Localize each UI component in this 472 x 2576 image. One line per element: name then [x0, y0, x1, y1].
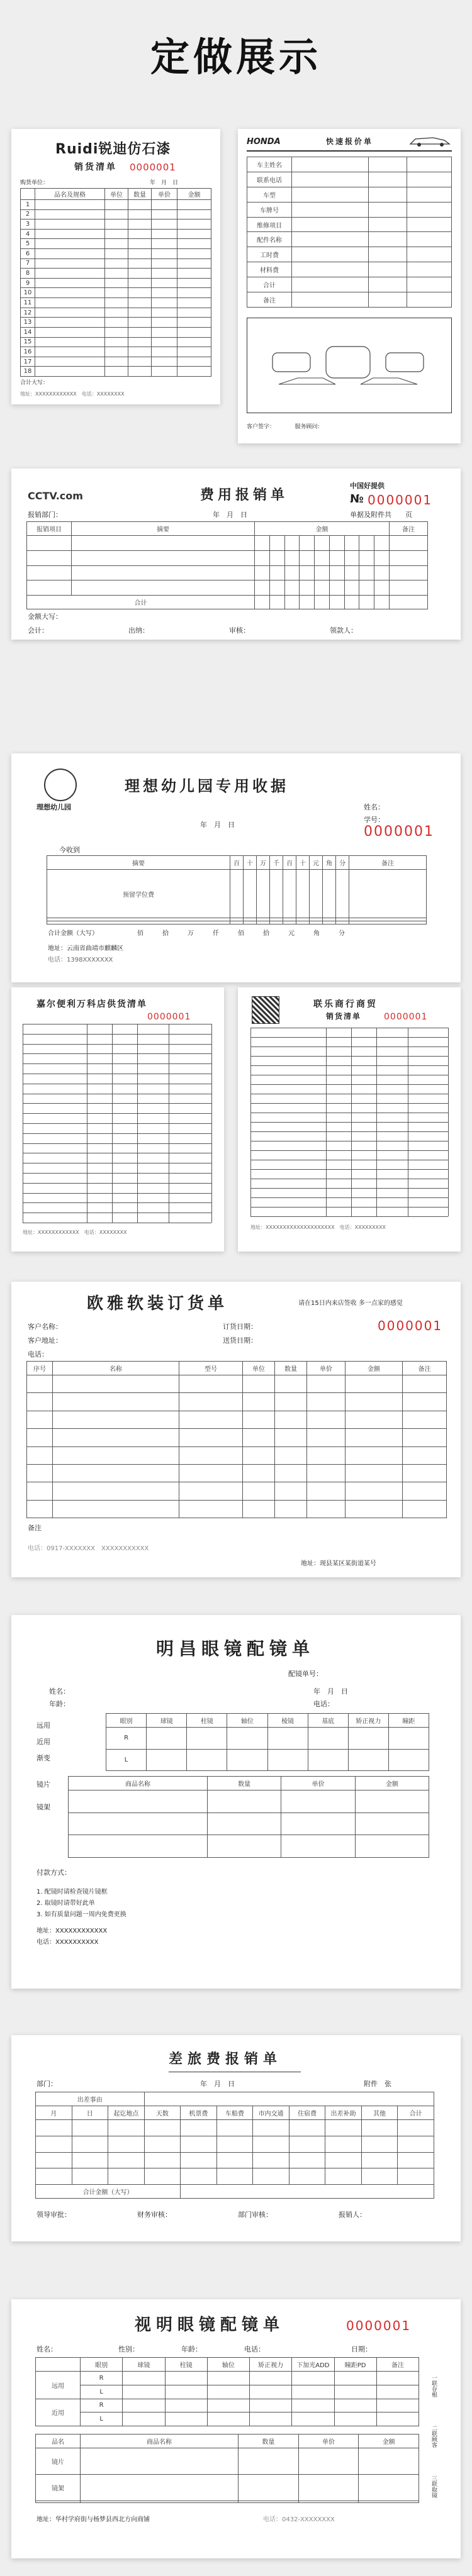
mingchang-footer2: 电话：XXXXXXXXXX [37, 1939, 99, 1946]
shiming-number: 0000001 [346, 2318, 412, 2333]
ruidi-row-num: 1 [21, 200, 35, 210]
form-honda [238, 129, 461, 443]
row-line [23, 1053, 211, 1054]
shiming-rx-table: 眼别 球镜 柱镜 轴位 矫正视力 下加光ADD 瞳距PD 备注 远用 R L 近用 R L [35, 2357, 419, 2426]
honda-row-label: 车型 [247, 187, 292, 202]
ruidi-total: 合计大写： [20, 380, 49, 386]
mingchang-item-col: 数量 [208, 1777, 281, 1790]
shiming-item-col: 数量 [239, 2434, 299, 2448]
travel-col: 机票费 [181, 2106, 217, 2120]
ruidi-col-unit: 单位 [105, 189, 128, 200]
shiming-item-col: 金额 [359, 2434, 419, 2448]
ouya-note: 请在15日内来店签收 多一点家的感觉 [298, 1300, 403, 1307]
kinder-unit: 分 [339, 930, 345, 937]
kinder-unit: 拾 [263, 930, 269, 937]
mingchang-col: 瞳距 [388, 1714, 429, 1728]
expense-footer-accountant: 会计： [28, 626, 48, 635]
travel-col: 月 [36, 2106, 72, 2120]
mingchang-col: 矫正视力 [348, 1714, 388, 1728]
row-line [23, 1113, 211, 1114]
mingchang-col: 眼别 [106, 1714, 147, 1728]
row-line [23, 1202, 211, 1203]
mingchang-col: 基底 [308, 1714, 348, 1728]
ruidi-row-num: 16 [21, 347, 35, 357]
kinder-col-summary: 摘要 [47, 856, 230, 870]
expense-attach: 单据及附件共 页 [350, 511, 412, 519]
jiaer-number: 0000001 [147, 1012, 191, 1022]
ouya-address: 客户地址： [28, 1336, 62, 1345]
ouya-phone-label: 电话： [28, 1350, 48, 1358]
mingchang-col: 棱镜 [267, 1714, 308, 1728]
row-line [23, 1193, 211, 1194]
kinder-col-unit: 千 [270, 856, 283, 870]
ouya-col: 数量 [275, 1362, 307, 1375]
honda-row-label: 车牌号 [247, 202, 292, 217]
travel-footer-dept: 部门审核： [238, 2211, 273, 2219]
ouya-title: 欧雅软装订货单 [87, 1294, 228, 1313]
ruidi-row-num: 2 [21, 209, 35, 219]
ruidi-customer-label: 购货单位： [20, 180, 49, 186]
expense-number: 0000001 [368, 492, 433, 508]
mingchang-item-col: 商品名称 [69, 1777, 208, 1790]
ruidi-table [20, 188, 211, 377]
mingchang-col: 柱镜 [187, 1714, 227, 1728]
mingchang-name: 姓名： [49, 1687, 70, 1696]
travel-attach: 附件 张 [364, 2080, 391, 2088]
kinder-col-unit: 十 [244, 856, 257, 870]
form-kinder [11, 753, 461, 982]
lianle-subtitle: 销货清单 [326, 1012, 362, 1021]
ruidi-row-num: 8 [21, 269, 35, 279]
ruidi-brand: Ruidi锐迪仿石漆 [55, 142, 171, 157]
form-mingchang [11, 1615, 461, 1989]
ouya-col: 单位 [243, 1362, 275, 1375]
kinder-total: 合计金额（大写） [48, 930, 98, 937]
row-line [250, 1037, 448, 1038]
honda-table [247, 157, 452, 308]
lianle-footer: 地址：XXXXXXXXXXXXXXXXXXXX 电话：XXXXXXXXX [250, 1224, 386, 1230]
kinder-table [47, 855, 427, 924]
kinder-name: 姓名： [364, 803, 385, 811]
row-line [250, 1065, 448, 1066]
mingchang-item-table [68, 1776, 429, 1858]
shiming-title: 视明眼镜配镜单 [135, 2316, 285, 2334]
travel-table [35, 2092, 434, 2199]
lianle-qr-icon [252, 996, 279, 1024]
row-line [23, 1034, 211, 1035]
mingchang-col: 球镜 [147, 1714, 187, 1728]
travel-reason: 出差事由 [36, 2092, 145, 2106]
shiming-item-col: 单价 [298, 2434, 359, 2448]
ruidi-row-num: 3 [21, 219, 35, 230]
form-lianle [238, 987, 461, 1252]
mingchang-frame: 镜架 [37, 1803, 50, 1811]
expense-col-amount: 金额 [255, 522, 390, 536]
travel-col: 天数 [144, 2106, 181, 2120]
shiming-name: 姓名： [37, 2345, 57, 2353]
mingchang-note: 3. 如有质量问题一周内免费更换 [37, 1911, 126, 1918]
shiming-phone: 电话： [244, 2345, 265, 2353]
form-shiming [11, 2299, 461, 2558]
kinder-date: 年 月 日 [200, 821, 235, 829]
honda-row-label: 合计 [247, 277, 292, 292]
kinder-address: 地址：云南省曲靖市麒麟区 [48, 945, 123, 952]
shiming-col: 矫正视力 [250, 2358, 292, 2372]
ruidi-row-num: 13 [21, 318, 35, 328]
lianle-number: 0000001 [384, 1012, 428, 1022]
ouya-col: 序号 [27, 1362, 53, 1375]
row-line [250, 1169, 448, 1170]
travel-dept: 部门： [37, 2080, 57, 2088]
form-ruidi [11, 129, 220, 404]
shiming-item-col: 品名 [36, 2434, 81, 2448]
shiming-footer2: 电话：0432-XXXXXXXX [263, 2516, 335, 2523]
expense-numsign: № [350, 492, 364, 506]
honda-car-diagram [247, 318, 452, 413]
honda-car-icon [408, 134, 452, 148]
shiming-date: 日期： [351, 2345, 372, 2353]
ruidi-row-num: 17 [21, 357, 35, 367]
kinder-col-unit: 十 [296, 856, 310, 870]
expense-brand: CCTV.com [28, 490, 83, 502]
row-line [23, 1123, 211, 1124]
travel-col: 起讫地点 [108, 2106, 145, 2120]
travel-col: 出差补助 [325, 2106, 362, 2120]
ouya-phone2: 电话：0917-XXXXXXX XXXXXXXXXXX [28, 1545, 149, 1552]
kinder-unit: 元 [288, 930, 295, 937]
shiming-col: 瞳距PD [334, 2358, 376, 2372]
form-expense [11, 469, 461, 640]
ouya-remark: 备注 [28, 1524, 42, 1532]
jiaer-title: 嘉尔便利万科店供货清单 [37, 999, 147, 1009]
row-line [250, 1197, 448, 1198]
ouya-footer: 地址：现县某区某街道某号 [301, 1560, 376, 1567]
kinder-col-unit: 百 [230, 856, 244, 870]
kinder-unit: 仟 [213, 930, 219, 937]
ruidi-row-num: 6 [21, 249, 35, 259]
expense-date: 年 月 日 [213, 511, 247, 519]
expense-footer-receiver: 领款人： [330, 626, 357, 635]
row-line [23, 1173, 211, 1174]
kinder-received: 今收到 [59, 846, 80, 854]
honda-title: 快速报价单 [326, 137, 374, 146]
honda-brand: HONDA [247, 137, 281, 147]
shiming-side-label: 一联存根 [430, 2375, 437, 2397]
kinder-phone: 电话：1398XXXXXXX [48, 957, 113, 963]
mingchang-item-col: 单价 [281, 1777, 355, 1790]
travel-col: 其他 [361, 2106, 398, 2120]
kinder-logo-text: 理想幼儿园 [37, 803, 71, 811]
travel-footer-finance: 财务审核： [137, 2211, 172, 2219]
honda-row-label: 联系电话 [247, 172, 292, 187]
ruidi-form-name: 销货清单 [74, 162, 117, 172]
ruidi-row-num: 14 [21, 327, 35, 337]
ruidi-row-num: 18 [21, 367, 35, 377]
row-line [250, 1056, 448, 1057]
kinder-title: 理想幼儿园专用收据 [125, 777, 289, 795]
ouya-date: 订货日期： [223, 1323, 257, 1331]
form-travel [11, 2035, 461, 2241]
travel-col: 日 [72, 2106, 108, 2120]
page-header [0, 0, 472, 107]
shiming-col: 球镜 [123, 2358, 165, 2372]
ouya-table [26, 1361, 447, 1518]
shiming-lens-label: 镜片 [36, 2448, 81, 2475]
row-line [250, 1131, 448, 1132]
travel-footer-claimant: 报销人： [339, 2211, 366, 2219]
ruidi-row-num: 4 [21, 229, 35, 239]
mingchang-note: 1. 配镜时请检查镜片镜框 [37, 1889, 108, 1896]
ouya-col: 金额 [346, 1362, 403, 1375]
expense-footer-cashier: 出纳： [128, 626, 149, 635]
expense-col-item: 报销项目 [27, 522, 72, 536]
honda-row-label: 维修项目 [247, 217, 292, 232]
kinder-col-unit: 分 [336, 856, 349, 870]
ruidi-row-num: 10 [21, 288, 35, 298]
shiming-item-col: 商品名称 [81, 2434, 239, 2448]
mingchang-footer: 地址：XXXXXXXXXXXX [37, 1928, 108, 1935]
mingchang-number: 配镜单号： [288, 1670, 323, 1678]
expense-table [26, 521, 428, 609]
honda-row-label: 工时费 [247, 247, 292, 262]
expense-col-note: 备注 [390, 522, 428, 536]
ruidi-footer: 地址：XXXXXXXXXXXX 电话：XXXXXXXX [20, 391, 125, 397]
mingchang-rx-table: 眼别 球镜 柱镜 轴位 棱镜 基底 矫正视力 瞳距 R L [106, 1713, 429, 1771]
kinder-unit: 拾 [162, 930, 169, 937]
ruidi-number: 0000001 [130, 162, 176, 173]
honda-row-label: 备注 [247, 292, 292, 308]
travel-col: 住宿费 [289, 2106, 325, 2120]
honda-row-label: 车主姓名 [247, 157, 292, 172]
row-line [23, 1063, 211, 1064]
travel-col: 市内交通 [253, 2106, 289, 2120]
ruidi-col-qty: 数量 [128, 189, 152, 200]
ruidi-row-num: 11 [21, 298, 35, 308]
shiming-col: 下加光ADD [292, 2358, 334, 2372]
shiming-col: 备注 [376, 2358, 419, 2372]
row-line [23, 1044, 211, 1045]
expense-title: 费用报销单 [200, 487, 289, 503]
kinder-deposit: 预留学位费 [47, 870, 230, 918]
mingchang-note: 2. 取镜时请带好此单 [37, 1900, 95, 1907]
shiming-frame-label: 镜架 [36, 2475, 81, 2501]
travel-footer-approver: 领导审批： [37, 2211, 71, 2219]
row-line [250, 1150, 448, 1151]
kinder-col-unit: 万 [257, 856, 270, 870]
jiaer-footer: 地址：XXXXXXXXXXXX 电话：XXXXXXXX [23, 1230, 127, 1235]
mingchang-title: 明昌眼镜配镜单 [156, 1638, 315, 1659]
shiming-row-label: 近用 [36, 2399, 81, 2426]
ruidi-date: 年 月 日 [150, 180, 179, 186]
form-jiaer [11, 987, 224, 1252]
ouya-number: 0000001 [378, 1318, 443, 1333]
row-line [23, 1183, 211, 1184]
expense-dept: 报销部门： [28, 511, 62, 519]
ouya-delivery: 送货日期： [223, 1336, 257, 1345]
ruidi-row-num: 5 [21, 239, 35, 249]
ruidi-col-amount: 金额 [177, 189, 211, 200]
ouya-col: 名称 [53, 1362, 179, 1375]
mingchang-col: 轴位 [227, 1714, 267, 1728]
shiming-col: 轴位 [207, 2358, 249, 2372]
row-line [250, 1188, 448, 1189]
form-ouya [11, 1282, 461, 1577]
honda-footer: 客户签字： 服务顾问： [247, 424, 323, 430]
travel-total-label: 合计金额（大写） [36, 2185, 181, 2199]
expense-right-note: 中国好提供 [350, 482, 385, 490]
row-line [250, 1084, 448, 1085]
kinder-unit: 角 [313, 930, 320, 937]
ouya-col: 备注 [403, 1362, 447, 1375]
row-line [23, 1143, 211, 1144]
expense-col-desc: 摘要 [72, 522, 255, 536]
kinder-unit: 佰 [137, 930, 143, 937]
ruidi-row-num: 15 [21, 337, 35, 347]
shiming-item-table [35, 2434, 419, 2503]
shiming-col: 柱镜 [165, 2358, 207, 2372]
shiming-age: 年龄： [181, 2345, 202, 2353]
kinder-unit: 万 [188, 930, 194, 937]
travel-date: 年 月 日 [200, 2080, 235, 2088]
shiming-side-label: 三联取镜 [430, 2475, 437, 2498]
row-line [250, 1207, 448, 1208]
shiming-col: 眼别 [81, 2358, 123, 2372]
shiming-row-label: 远用 [36, 2372, 81, 2399]
kinder-studentid: 学号： [364, 816, 385, 824]
travel-col: 车船费 [216, 2106, 253, 2120]
row-line [250, 1046, 448, 1047]
kinder-col-unit: 元 [310, 856, 323, 870]
ruidi-col-price: 单价 [152, 189, 177, 200]
shiming-gender: 性别： [118, 2345, 139, 2353]
ruidi-row-num: 9 [21, 278, 35, 288]
mingchang-pay: 付款方式： [37, 1868, 71, 1877]
mingchang-age: 年龄： [49, 1700, 70, 1708]
row-line [23, 1103, 211, 1104]
expense-total-label: 合计 [27, 596, 255, 609]
kinder-col-unit: 角 [323, 856, 336, 870]
honda-row-label: 材料费 [247, 262, 292, 277]
kinder-number: 0000001 [364, 824, 434, 840]
ouya-customer: 客户名称： [28, 1323, 62, 1331]
shiming-side-label: 二联顾客 [430, 2425, 437, 2448]
mingchang-item-col: 金额 [355, 1777, 429, 1790]
ruidi-col-name: 品名及规格 [35, 189, 105, 200]
kinder-col-unit: 百 [283, 856, 296, 870]
mingchang-phone: 电话： [313, 1700, 334, 1708]
honda-row-label: 配件名称 [247, 232, 292, 247]
travel-title: 差旅费报销单 [169, 2051, 283, 2067]
ouya-col: 单价 [307, 1362, 346, 1375]
ruidi-row-num: 12 [21, 308, 35, 318]
mingchang-lens: 镜片 [37, 1780, 50, 1789]
page-title: 定做展示 [150, 33, 322, 80]
mingchang-eye-label: 远用 [37, 1721, 50, 1729]
ruidi-row-num: 7 [21, 258, 35, 269]
lianle-title: 联乐商行商贸 [313, 999, 378, 1009]
shiming-footer: 地址：华村学府街与杨梦县西北方向商铺 [37, 2516, 150, 2523]
kinder-col-note: 备注 [349, 856, 427, 870]
kinder-logo-icon [44, 769, 77, 801]
car-diagram-icon [266, 334, 430, 397]
row-line [250, 1103, 448, 1104]
ouya-col: 型号 [179, 1362, 243, 1375]
expense-amount-label: 金额大写： [28, 613, 62, 621]
travel-col: 合计 [398, 2106, 434, 2120]
mingchang-eye-label: 渐变 [37, 1754, 50, 1762]
mingchang-date: 年 月 日 [313, 1687, 348, 1696]
mingchang-eye-label: 近用 [37, 1738, 50, 1746]
row-line [23, 1133, 211, 1134]
kinder-unit: 佰 [238, 930, 244, 937]
expense-footer-auditor: 审核： [229, 626, 250, 635]
row-line [250, 1122, 448, 1123]
